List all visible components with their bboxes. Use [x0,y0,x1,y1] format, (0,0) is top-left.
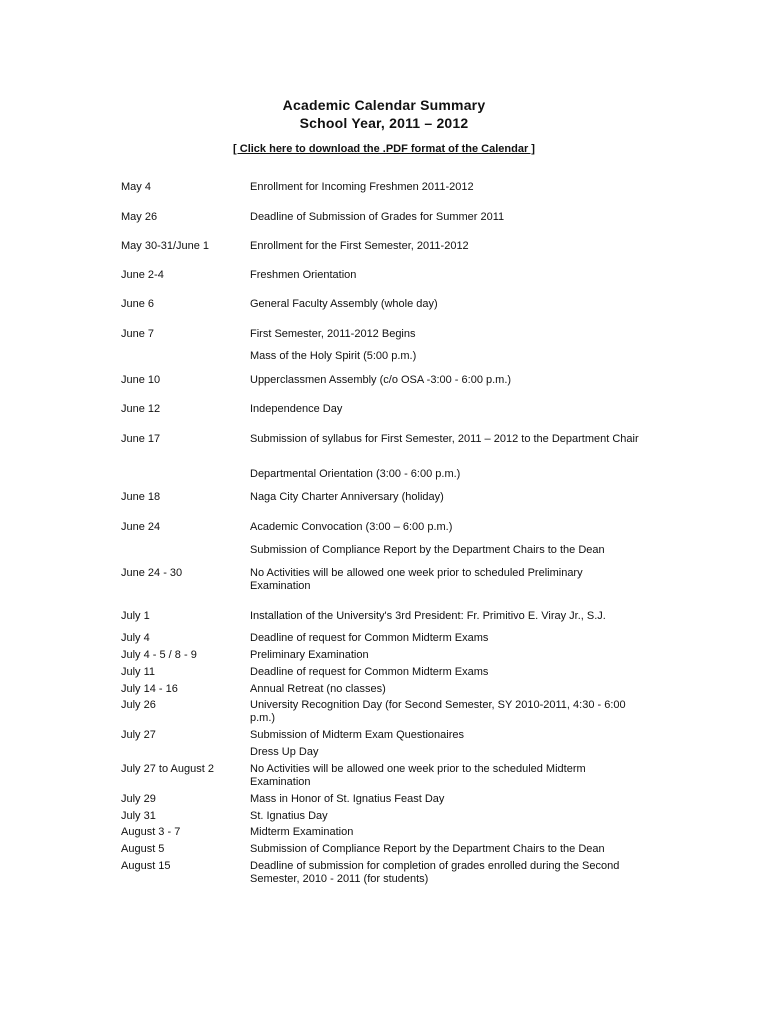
entry-date: July 4 - 5 / 8 - 9 [121,649,197,661]
entry-date: May 4 [121,181,151,193]
page-subtitle: School Year, 2011 – 2012 [299,115,469,131]
entry-event: University Recognition Day (for Second Semester, SY 2010-2011, 4:30 - 6:00 p.m.) [250,699,626,724]
entry-date: July 31 [121,810,156,822]
entry-event: St. Ignatius Day [250,810,328,822]
entry-event: Departmental Orientation (3:00 - 6:00 p.m.) [250,468,461,480]
entry-event: Enrollment for Incoming Freshmen 2011-2012 [250,181,474,193]
entry-date: June 12 [121,403,161,415]
entry-event: Upperclassmen Assembly (c/o OSA -3:00 - 6:00 p.m.) [250,374,512,386]
entry-date: July 26 [121,699,156,711]
entry-date: May 26 [121,211,158,223]
entry-date: July 29 [121,793,156,805]
entry-event: Academic Convocation (3:00 – 6:00 p.m.) [250,521,453,533]
entry-event: Deadline of Submission of Grades for Summer 2011 [250,211,505,223]
entry-event: First Semester, 2011-2012 Begins [250,328,416,340]
entry-event: Midterm Examination [250,826,354,838]
entry-event: Annual Retreat (no classes) [250,683,386,695]
entry-event: Independence Day [250,403,343,415]
entry-event: Submission of syllabus for First Semester, 2011 – 2012 to the Department Chair [250,433,639,445]
entry-date: June 2-4 [121,269,164,281]
entry-event: Submission of Compliance Report by the Department Chairs to the Dean [250,544,605,556]
entry-event: Mass of the Holy Spirit (5:00 p.m.) [250,350,417,362]
entry-event: Submission of Compliance Report by the Department Chairs to the Dean [250,843,605,855]
entry-date: June 7 [121,328,155,340]
entry-event: General Faculty Assembly (whole day) [250,298,438,310]
entry-date: July 14 - 16 [121,683,178,695]
entry-date: June 18 [121,491,161,503]
entry-date: June 24 [121,521,161,533]
entry-date: June 10 [121,374,161,386]
entry-event: Preliminary Examination [250,649,369,661]
entry-date: July 4 [121,632,150,644]
entry-event: Deadline of request for Common Midterm Exams [250,666,489,678]
entry-event: Naga City Charter Anniversary (holiday) [250,491,444,503]
download-pdf-link[interactable]: [ Click here to download the .PDF format of the Calendar ] [233,143,535,155]
entry-event: No Activities will be allowed one week prior to scheduled Preliminary Examination [250,567,583,592]
entry-date: June 17 [121,433,161,445]
entry-event: Freshmen Orientation [250,269,357,281]
entry-event: Deadline of submission for completion of grades enrolled during the Second Semester, 2010 - 2011 (for students) [250,860,620,885]
entry-date: August 5 [121,843,165,855]
entry-date: August 15 [121,860,171,872]
entry-event: Installation of the University's 3rd President: Fr. Primitivo E. Viray Jr., S.J. [250,610,606,622]
entry-date: July 11 [121,666,156,678]
entry-date: May 30-31/June 1 [121,240,210,252]
entry-event: Mass in Honor of St. Ignatius Feast Day [250,793,445,805]
entry-date: June 6 [121,298,155,310]
page-title: Academic Calendar Summary [282,97,486,113]
entry-date: June 24 - 30 [121,567,183,579]
entry-date: July 1 [121,610,150,622]
entry-event: Dress Up Day [250,746,319,758]
entry-date: August 3 - 7 [121,826,181,838]
entry-date: July 27 [121,729,156,741]
entry-event: Deadline of request for Common Midterm Exams [250,632,489,644]
entry-event: Enrollment for the First Semester, 2011-2012 [250,240,469,252]
entry-date: July 27 to August 2 [121,763,214,775]
entry-event: No Activities will be allowed one week prior to the scheduled Midterm Examination [250,763,586,788]
entry-event: Submission of Midterm Exam Questionaires [250,729,464,741]
